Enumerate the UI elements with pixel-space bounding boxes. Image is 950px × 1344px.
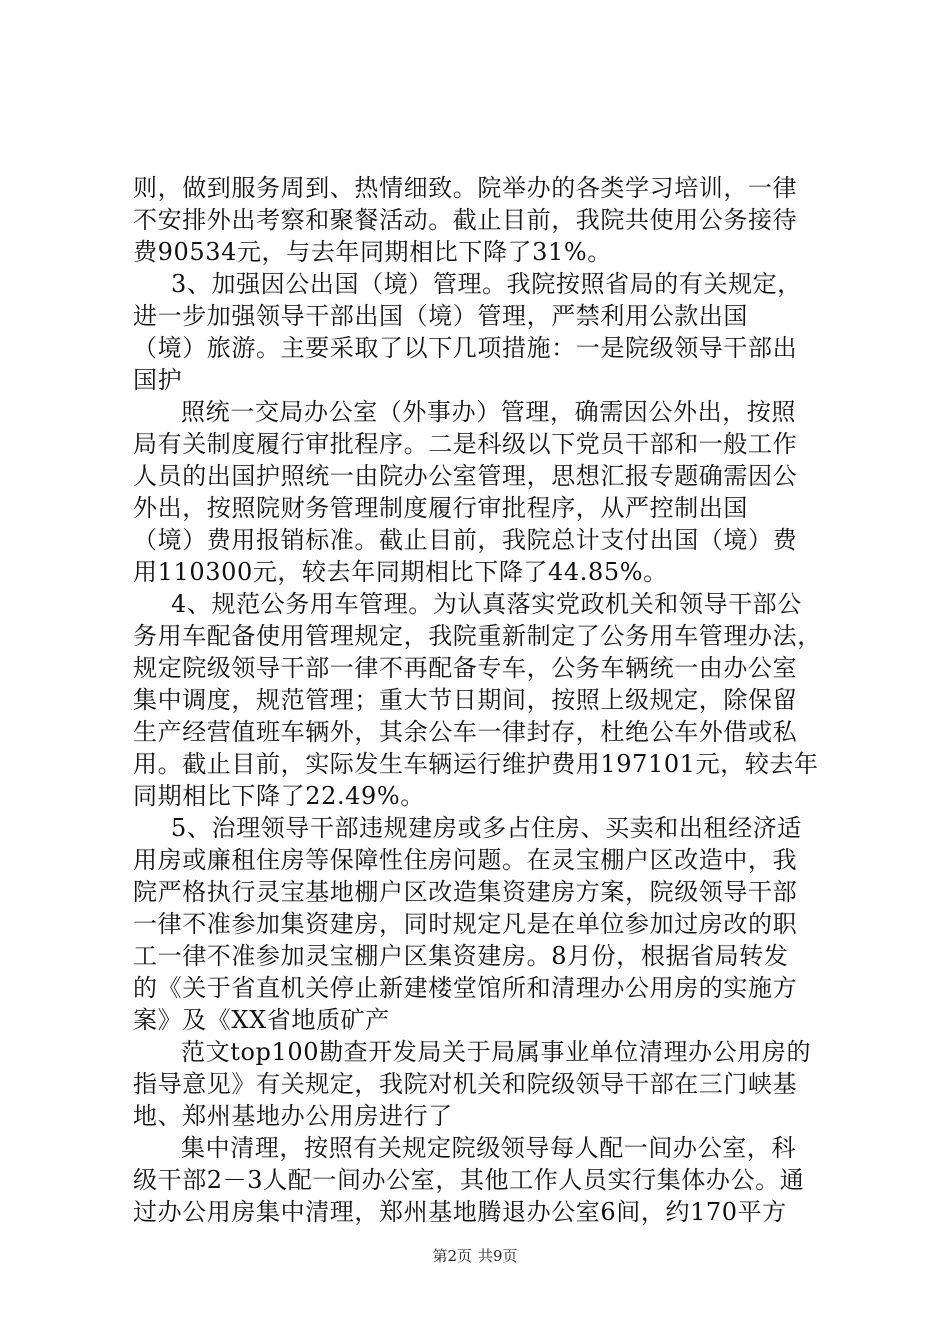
text-line: 指导意见》有关规定，我院对机关和院级领导干部在三门峡基 xyxy=(133,1070,798,1098)
text-line: 进一步加强领导干部出国（境）管理，严禁利用公款出国 xyxy=(133,302,748,330)
text-line: 一律不准参加集资建房，同时规定凡是在单位参加过房改的职 xyxy=(133,910,798,938)
text-line: 同期相比下降了22.49%。 xyxy=(133,782,425,810)
text-line: 照统一交局办公室（外事办）管理，确需因公外出，按照 xyxy=(181,398,796,426)
document-body xyxy=(133,172,823,1228)
text-line: 过办公用房集中清理，郑州基地腾退办公室6间，约170平方 xyxy=(133,1198,787,1226)
text-line: 工一律不准参加灵宝棚户区集资建房。8月份，根据省局转发 xyxy=(133,942,789,970)
text-line: 的《关于省直机关停止新建楼堂馆所和清理办公用房的实施方 xyxy=(133,974,798,1002)
text-line: 级干部2－3人配一间办公室，其他工作人员实行集体办公。通 xyxy=(133,1166,805,1194)
text-line: 则，做到服务周到、热情细致。院举办的各类学习培训，一律 xyxy=(133,174,798,202)
text-line: 生产经营值班车辆外，其余公车一律封存，杜绝公车外借或私 xyxy=(133,718,798,746)
text-line: 范文top100勘查开发局关于局属事业单位清理办公用房的 xyxy=(181,1038,812,1066)
text-line: （境）旅游。主要采取了以下几项措施：一是院级领导干部出 xyxy=(133,334,798,362)
text-line: 局有关制度履行审批程序。二是科级以下党员干部和一般工作 xyxy=(133,430,798,458)
text-line: 人员的出国护照统一由院办公室管理，思想汇报专题确需因公 xyxy=(133,462,798,490)
text-line: 3、加强因公出国（境）管理。我院按照省局的有关规定， xyxy=(171,270,802,298)
text-line: 务用车配备使用管理规定，我院重新制定了公务用车管理办法， xyxy=(133,622,822,650)
text-line: 集中清理，按照有关规定院级领导每人配一间办公室，科 xyxy=(181,1134,796,1162)
page-footer xyxy=(0,1246,950,1266)
text-line: 用房或廉租住房等保障性住房问题。在灵宝棚户区改造中，我 xyxy=(133,846,798,874)
text-line: 外出，按照院财务管理制度履行审批程序，从严控制出国 xyxy=(133,494,748,522)
page-number-current: 第2页 xyxy=(432,1247,472,1265)
text-line: 地、郑州基地办公用房进行了 xyxy=(133,1102,453,1130)
text-line: 费90534元，与去年同期相比下降了31%。 xyxy=(133,238,612,266)
text-line: 不安排外出考察和聚餐活动。截止目前，我院共使用公务接待 xyxy=(133,206,798,234)
text-line: 集中调度，规范管理；重大节日期间，按照上级规定，除保留 xyxy=(133,686,798,714)
text-line: 国护 xyxy=(133,366,183,394)
text-line: 院严格执行灵宝基地棚户区改造集资建房方案，院级领导干部 xyxy=(133,878,798,906)
text-line: 案》及《XX省地质矿产 xyxy=(133,1006,390,1034)
text-line: 用110300元，较去年同期相比下降了44.85%。 xyxy=(133,558,668,586)
text-line: 规定院级领导干部一律不再配备专车，公务车辆统一由办公室 xyxy=(133,654,798,682)
text-line: 4、规范公务用车管理。为认真落实党政机关和领导干部公 xyxy=(171,590,802,618)
text-line: 用。截止目前，实际发生车辆运行维护费用197101元，较去年 xyxy=(133,750,819,778)
text-line: （境）费用报销标准。截止目前，我院总计支付出国（境）费 xyxy=(133,526,798,554)
text-line: 5、治理领导干部违规建房或多占住房、买卖和出租经济适 xyxy=(171,814,802,842)
page-number-total: 共9页 xyxy=(478,1247,518,1265)
